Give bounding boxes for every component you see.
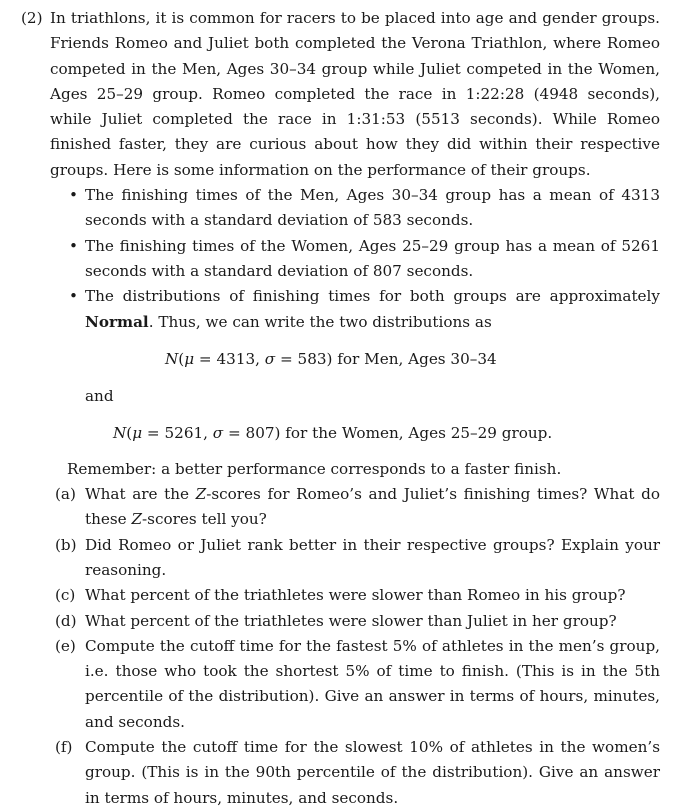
- question-label: (e): [55, 636, 76, 655]
- math-mu: μ: [132, 424, 143, 443]
- question-label: (a): [55, 485, 76, 504]
- bullet-text: The finishing times of the Men, Ages 30–34 group has a mean of 4313 seconds with a standard deviation of 583 seconds.: [85, 186, 660, 230]
- question-text: -scores for Romeo’s and Juliet’s finishing times? What do these: [85, 485, 660, 529]
- bullet-text-after: . Thus, we can write the two distributions as: [148, 312, 492, 331]
- bullet-bold-term: Normal: [85, 312, 149, 331]
- question-e: [55, 634, 660, 735]
- problem-document: [0, 6, 698, 811]
- question-label: (c): [55, 586, 76, 605]
- and-word: and: [85, 387, 114, 406]
- question-list: [0, 482, 698, 811]
- bullet-text: The finishing times of the Women, Ages 25–29 group has a mean of 5261 seconds with a standard deviation of 807 seconds.: [85, 236, 660, 280]
- bullet-normal-dist: [69, 284, 660, 335]
- question-text: Compute the cutoff time for the fastest 5% of athletes in the men’s group, i.e. those who took the shortest 5% of time to finish. (This is in the 5th percentile of the distribution). Give an answer in terms of hours, minutes, and seconds.: [85, 636, 660, 731]
- question-text: Did Romeo or Juliet rank better in their respective groups? Explain your reasoning.: [85, 535, 660, 579]
- question-text: What are the: [85, 485, 196, 504]
- distribution-desc: for Men, Ages 30–34: [332, 349, 497, 368]
- bullet-dot-icon: •: [69, 236, 78, 255]
- bullet-women-stats: [69, 234, 660, 285]
- bullet-men-stats: [69, 183, 660, 234]
- distribution-women: N(μ = 5261, σ = 807) for the Women, Ages 25–29 group.: [113, 424, 553, 443]
- bullet-text-before: The distributions of finishing times for both groups are approximately: [85, 287, 660, 306]
- info-bullet-list: [0, 183, 698, 335]
- math-z: Z: [131, 510, 143, 529]
- math-sigma: σ: [264, 349, 276, 368]
- question-c: [55, 583, 660, 608]
- problem-number: (2): [21, 9, 43, 27]
- math-mu-value: = 5261,: [142, 424, 213, 443]
- question-a: [55, 482, 660, 533]
- math-n: N: [165, 349, 179, 368]
- question-text: What percent of the triathletes were slower than Juliet in her group?: [85, 611, 617, 630]
- intro-text: In triathlons, it is common for racers to be placed into age and gender groups. Friends Romeo and Juliet both completed the Verona Triathlon, where Romeo competed in the Men, Ages 30–34 group while Juliet competed in the Women, Ages 25–29 group. Romeo completed the race in 1:22:28 (4948 seconds), while Juliet completed the race in 1:31:53 (5513 seconds). While Romeo finished faster, they are curious about how they did within their respective groups. Here is some information on the performance of their groups.: [50, 9, 660, 179]
- math-z: Z: [195, 485, 207, 504]
- bullet-dot-icon: •: [69, 287, 78, 306]
- question-d: [55, 609, 660, 634]
- math-mu-value: = 4313,: [194, 349, 265, 368]
- math-mu: μ: [184, 349, 195, 368]
- distribution-men: N(μ = 4313, σ = 583) for Men, Ages 30–34: [165, 349, 497, 368]
- math-n: N: [113, 424, 127, 443]
- question-text: What percent of the triathletes were slower than Romeo in his group?: [85, 586, 626, 605]
- math-sigma-value: = 583): [275, 349, 333, 368]
- question-label: (d): [55, 611, 77, 630]
- math-sigma: σ: [212, 424, 224, 443]
- bullet-dot-icon: •: [69, 186, 78, 205]
- question-text: Compute the cutoff time for the slowest 10% of athletes in the women’s group. (This is in the 90th percentile of the distribution). Give an answer in terms of hours, minutes, and seconds.: [85, 738, 660, 807]
- question-label: (b): [55, 535, 77, 554]
- question-text: -scores tell you?: [142, 510, 267, 529]
- question-b: [55, 533, 660, 584]
- distribution-desc: for the Women, Ages 25–29 group.: [280, 424, 553, 443]
- question-f: [55, 735, 660, 811]
- math-sigma-value: = 807): [223, 424, 281, 443]
- remember-note: Remember: a better performance corresponds to a faster finish.: [67, 459, 562, 478]
- problem-intro: [21, 6, 660, 183]
- question-label: (f): [55, 738, 73, 757]
